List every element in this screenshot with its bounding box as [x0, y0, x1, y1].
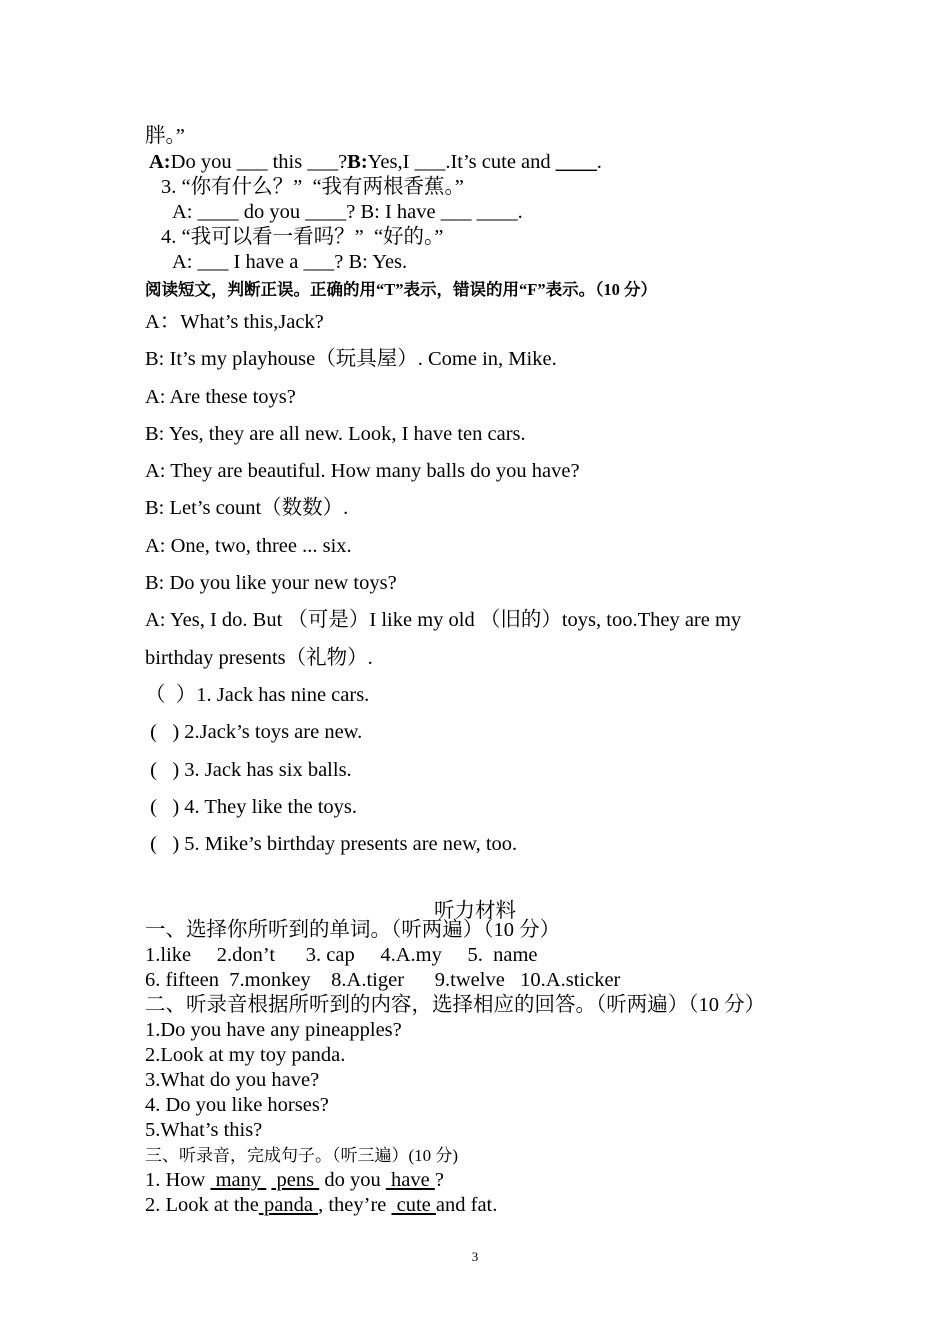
answer-text: many — [210, 1169, 267, 1191]
listening-line: 5.What’s this? — [145, 1119, 263, 1141]
sentence-text: and fat. — [435, 1194, 498, 1216]
page-number: 3 — [471, 1249, 479, 1264]
reading-line: A: Are these toys? — [145, 386, 296, 408]
reading-line: B: Do you like your new toys? — [145, 572, 397, 594]
dialogue-text: Yes,I ___.It’s cute and — [367, 151, 556, 173]
reading-line: B: Yes, they are all new. Look, I have ten cars. — [145, 423, 526, 445]
question-item: ( ) 2.Jack’s toys are new. — [145, 721, 363, 743]
reading-line: A：What’s this,Jack? — [145, 311, 324, 333]
sentence-text: ? — [434, 1169, 444, 1191]
answer-text: cute — [391, 1194, 436, 1216]
section-title: 二、听录音根据所听到的内容，选择相应的回答。（听两遍）（10 分） — [145, 994, 766, 1016]
reading-line: A: They are beautiful. How many balls do you have? — [145, 460, 580, 482]
question-item: ( ) 4. They like the toys. — [145, 796, 357, 818]
text-line: A: ___ I have a ___? B: Yes. — [172, 251, 408, 273]
dialogue-line — [149, 150, 602, 174]
answer-text: panda — [258, 1194, 319, 1216]
reading-line: B: It’s my playhouse（玩具屋）. Come in, Mike. — [145, 348, 557, 370]
text-line: 3. “你有什么？” “我有两根香蕉。” — [161, 176, 464, 198]
reading-line: A: One, two, three ... six. — [145, 535, 352, 557]
fill-sentence — [145, 1168, 444, 1192]
listening-line: 4. Do you like horses? — [145, 1094, 329, 1116]
speaker-label: A: — [149, 151, 171, 173]
listening-line: 1.Do you have any pineapples? — [145, 1019, 402, 1041]
listening-line: 2.Look at my toy panda. — [145, 1044, 346, 1066]
question-item: （ ）1. Jack has nine cars. — [145, 684, 370, 706]
dialogue-text: Do you ___ this ___? — [170, 151, 348, 173]
sentence-text: , they’re — [318, 1194, 392, 1216]
sentence-text: 1. How — [145, 1169, 211, 1191]
reading-line: A: Yes, I do. But （可是）I like my old （旧的）toys, too.They are my — [145, 609, 742, 631]
section-title: 三、听录音，完成句子。（听三遍）(10 分) — [145, 1146, 459, 1165]
answer-text: pens — [271, 1169, 320, 1191]
sentence-text: do you — [319, 1169, 386, 1191]
sentence-text: 2. Look at the — [145, 1194, 259, 1216]
text-line: 4. “我可以看一看吗？” “好的。” — [161, 226, 444, 248]
text-line: A: ____ do you ____? B: I have ___ ____. — [172, 201, 523, 223]
question-item: ( ) 5. Mike’s birthday presents are new, too. — [145, 833, 518, 855]
text-line: 胖。” — [145, 125, 185, 147]
question-item: ( ) 3. Jack has six balls. — [145, 759, 352, 781]
blank: ____ — [555, 151, 597, 173]
word-list-row: 1.like 2.don’t 3. cap 4.A.my 5. name — [145, 944, 538, 966]
fill-sentence — [145, 1193, 497, 1217]
word-list-row: 6. fifteen 7.monkey 8.A.tiger 9.twelve 10.A.sticker — [145, 969, 621, 991]
reading-line: birthday presents（礼物）. — [145, 647, 373, 669]
reading-line: B: Let’s count（数数）. — [145, 497, 349, 519]
punctuation: . — [596, 151, 602, 173]
answer-text: have — [385, 1169, 435, 1191]
speaker-label: B: — [347, 151, 368, 173]
listening-title: 听力材料 — [434, 900, 516, 922]
listening-line: 3.What do you have? — [145, 1069, 320, 1091]
section-title: 一、选择你所听到的单词。（听两遍）（10 分） — [145, 919, 561, 941]
section-heading: 阅读短文，判断正误。正确的用“T”表示，错误的用“F”表示。（10 分） — [145, 280, 657, 299]
